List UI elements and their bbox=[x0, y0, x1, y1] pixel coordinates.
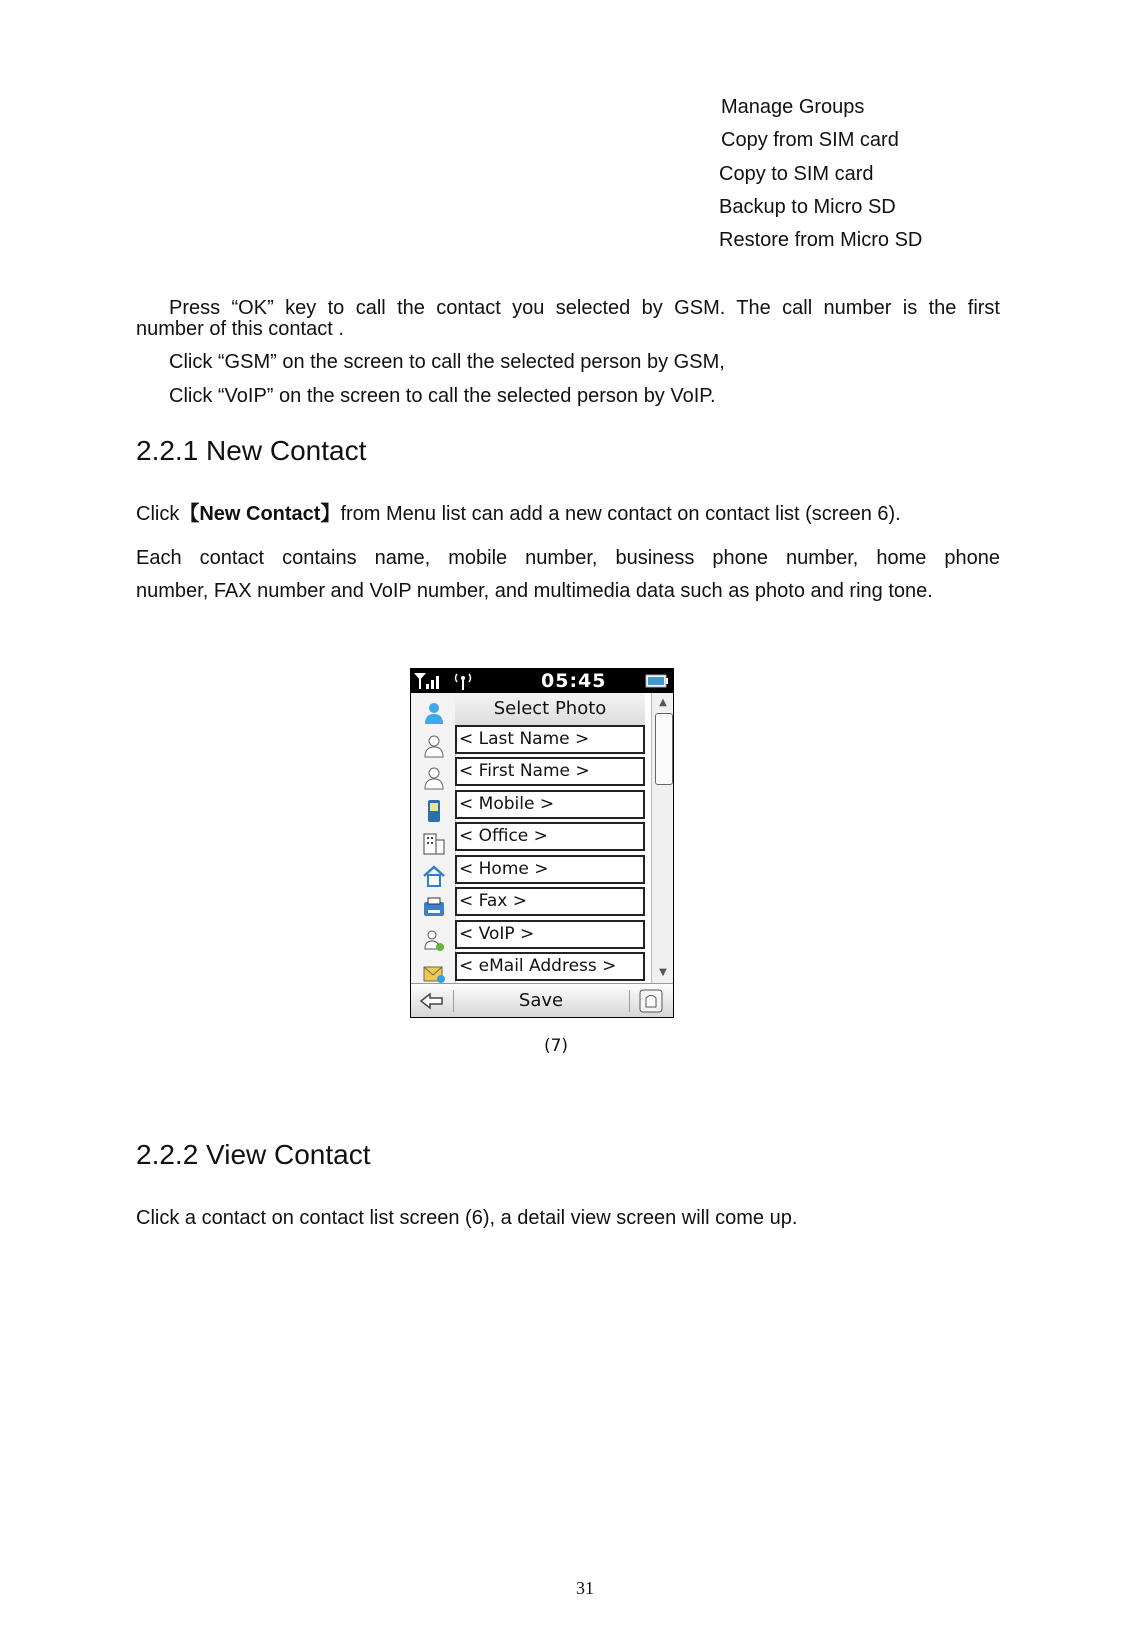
menu-item-copy-to-sim: Copy to SIM card bbox=[719, 163, 874, 185]
home-key-icon[interactable] bbox=[639, 989, 663, 1013]
save-button[interactable]: Save bbox=[518, 990, 564, 1011]
contact-photo-icon bbox=[422, 701, 446, 725]
section-heading-new-contact: 2.2.1 New Contact bbox=[136, 435, 367, 466]
menu-item-manage-groups: Manage Groups bbox=[721, 96, 865, 118]
home-icon bbox=[422, 864, 446, 888]
softbar-divider bbox=[453, 990, 454, 1012]
scroll-up-arrow-icon[interactable]: ▲ bbox=[659, 697, 667, 708]
office-field[interactable]: < Office > bbox=[455, 822, 645, 851]
view-contact-text: Click a contact on contact list screen (6), a detail view screen will come up. bbox=[136, 1207, 798, 1229]
click-voip-text: Click “VoIP” on the screen to call the selected person by VoIP. bbox=[169, 385, 716, 407]
menu-item-copy-from-sim: Copy from SIM card bbox=[721, 129, 899, 151]
softbar-divider bbox=[629, 990, 630, 1012]
figure-caption: (7) bbox=[543, 1036, 569, 1056]
scrollbar-thumb[interactable] bbox=[655, 713, 673, 785]
email-icon bbox=[422, 961, 446, 985]
contact-contents-line2: number, FAX number and VoIP number, and multimedia data such as photo and ring tone. bbox=[136, 580, 933, 602]
voip-field[interactable]: < VoIP > bbox=[455, 920, 645, 949]
bracket-open: 【 bbox=[179, 503, 200, 525]
field-icon-column bbox=[411, 693, 456, 983]
signal-strength-icon bbox=[414, 673, 440, 689]
office-building-icon bbox=[422, 831, 446, 855]
section-heading-view-contact: 2.2.2 View Contact bbox=[136, 1139, 371, 1170]
clock-time: 05:45 bbox=[541, 670, 607, 692]
fax-field[interactable]: < Fax > bbox=[455, 887, 645, 916]
fax-icon bbox=[422, 896, 446, 920]
menu-item-restore-sd: Restore from Micro SD bbox=[719, 229, 923, 251]
menu-item-backup-sd: Backup to Micro SD bbox=[719, 196, 896, 218]
person-outline-icon bbox=[422, 766, 446, 790]
select-photo-button[interactable]: Select Photo bbox=[455, 693, 645, 726]
mobile-phone-icon bbox=[422, 799, 446, 823]
mobile-field[interactable]: < Mobile > bbox=[455, 790, 645, 819]
click-suffix: from Menu list can add a new contact on contact list (screen 6). bbox=[340, 503, 901, 525]
status-bar bbox=[411, 669, 673, 693]
bracket-close: 】 bbox=[320, 503, 341, 525]
home-field[interactable]: < Home > bbox=[455, 855, 645, 884]
contact-contents-line1: Each contact contains name, mobile number, business phone number, home phone bbox=[136, 547, 1000, 569]
soft-key-bar bbox=[411, 983, 673, 1018]
email-address-field[interactable]: < eMail Address > bbox=[455, 952, 645, 981]
new-contact-instruction bbox=[136, 502, 901, 526]
person-outline-icon bbox=[422, 734, 446, 758]
first-name-field[interactable]: < First Name > bbox=[455, 757, 645, 786]
scroll-down-arrow-icon[interactable]: ▼ bbox=[659, 967, 667, 978]
scrollbar[interactable] bbox=[651, 693, 674, 983]
last-name-field[interactable]: < Last Name > bbox=[455, 725, 645, 754]
back-arrow-icon[interactable] bbox=[419, 991, 445, 1011]
battery-icon bbox=[645, 674, 669, 688]
voip-icon bbox=[422, 929, 446, 953]
press-ok-text-line1: Press “OK” key to call the contact you selected by GSM. The call number is the first bbox=[169, 297, 1000, 319]
click-prefix: Click bbox=[136, 503, 180, 525]
page-number: 31 bbox=[576, 1578, 594, 1598]
new-contact-command: New Contact bbox=[199, 503, 321, 525]
press-ok-text-line2: number of this contact . bbox=[136, 318, 344, 340]
click-gsm-text: Click “GSM” on the screen to call the selected person by GSM, bbox=[169, 351, 725, 373]
wifi-antenna-icon bbox=[453, 672, 473, 690]
phone-screenshot bbox=[410, 668, 674, 1018]
